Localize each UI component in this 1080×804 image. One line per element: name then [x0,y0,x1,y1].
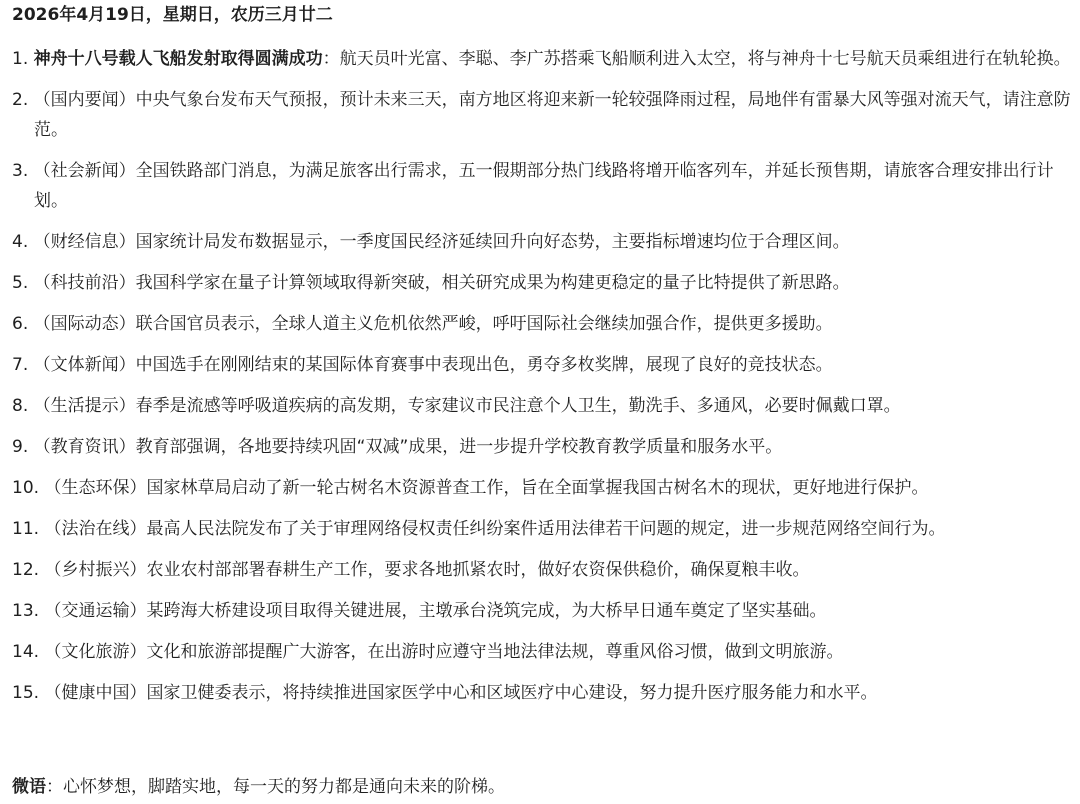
news-list [12,44,1076,708]
list-item [12,678,1076,708]
list-item [12,596,1076,626]
item-tag: （交通运输） [44,601,147,621]
motto-label: 微语 [12,777,46,797]
item-body: 某跨海大桥建设项目取得关键进展，主墩承台浇筑完成，为大桥早日通车奠定了坚实基础。 [146,601,827,621]
item-tag: （生态环保） [44,478,147,498]
motto-text: 心怀梦想，脚踏实地，每一天的努力都是通向未来的阶梯。 [63,777,505,797]
item-body: 国家统计局发布数据显示，一季度国民经济延续回升向好态势，主要指标增速均位于合理区间。 [135,232,850,252]
item-body: 春季是流感等呼吸道疾病的高发期，专家建议市民注意个人卫生，勤洗手、多通风，必要时佩戴口罩。 [135,396,901,416]
item-tag: （社会新闻） [33,161,136,181]
item-body: 国家林草局启动了新一轮古树名木资源普查工作，旨在全面掌握我国古树名木的现状，更好地进行保护。 [146,478,929,498]
date-line: 2026年4月19日，星期日，农历三月廿二 [12,5,333,25]
item-body: 教育部强调，各地要持续巩固“双减”成果，进一步提升学校教育教学质量和服务水平。 [135,437,783,457]
item-number: 4. [12,232,29,252]
item-number: 10. [12,478,40,498]
item-body: 文化和旅游部提醒广大游客，在出游时应遵守当地法律法规，尊重风俗习惯，做到文明旅游。 [146,642,844,662]
item-body: 联合国官员表示，全球人道主义危机依然严峻，呼吁国际社会继续加强合作，提供更多援助。 [135,314,833,334]
item-body: 国家卫健委表示，将持续推进国家医学中心和区域医疗中心建设，努力提升医疗服务能力和水平。 [146,683,878,703]
item-tag: （文体新闻） [33,355,136,375]
item-number: 6. [12,314,29,334]
item-tag: （法治在线） [44,519,147,539]
item-separator: ： [322,49,340,69]
item-number: 11. [12,519,40,539]
motto [12,772,505,802]
list-item [12,309,1076,339]
list-item [12,156,1076,216]
list-item [12,350,1076,380]
list-item [12,44,1076,74]
list-item [12,473,1076,503]
item-number: 9. [12,437,29,457]
item-tag: （科技前沿） [33,273,136,293]
item-number: 13. [12,601,40,621]
list-item [12,637,1076,667]
item-body: 全国铁路部门消息，为满足旅客出行需求，五一假期部分热门线路将增开临客列车，并延长预售期，请旅客合理安排出行计划。 [34,161,1054,211]
list-item [12,391,1076,421]
item-tag: （国内要闻） [33,90,136,110]
motto-separator: ： [46,777,63,797]
item-body: 我国科学家在量子计算领域取得新突破，相关研究成果为构建更稳定的量子比特提供了新思路。 [135,273,850,293]
item-body: 最高人民法院发布了关于审理网络侵权责任纠纷案件适用法律若干问题的规定，进一步规范网络空间行为。 [146,519,946,539]
item-body: 航天员叶光富、李聪、李广苏搭乘飞船顺利进入太空，将与神舟十七号航天员乘组进行在轨轮换。 [339,49,1071,69]
item-number: 14. [12,642,40,662]
item-headline: 神舟十八号载人飞船发射取得圆满成功 [33,49,323,69]
item-body: 中国选手在刚刚结束的某国际体育赛事中表现出色，勇夺多枚奖牌，展现了良好的竞技状态。 [135,355,833,375]
item-tag: （文化旅游） [44,642,147,662]
item-body: 农业农村部部署春耕生产工作，要求各地抓紧农时，做好农资保供稳价，确保夏粮丰收。 [146,560,810,580]
item-tag: （国际动态） [33,314,136,334]
item-tag: （乡村振兴） [44,560,147,580]
item-number: 8. [12,396,29,416]
news-digest [12,0,1076,797]
item-number: 1. [12,49,29,69]
item-body: 中央气象台发布天气预报，预计未来三天，南方地区将迎来新一轮较强降雨过程，局地伴有雷暴大风等强对流天气，请注意防范。 [34,90,1071,140]
list-item [12,555,1076,585]
list-item [12,85,1076,145]
item-number: 15. [12,683,40,703]
item-number: 2. [12,90,29,110]
list-item [12,514,1076,544]
list-item [12,227,1076,257]
item-number: 7. [12,355,29,375]
list-item [12,432,1076,462]
item-number: 5. [12,273,29,293]
item-number: 12. [12,560,40,580]
item-tag: （教育资讯） [33,437,136,457]
item-number: 3. [12,161,29,181]
item-tag: （健康中国） [44,683,147,703]
item-tag: （财经信息） [33,232,136,252]
list-item [12,268,1076,298]
item-tag: （生活提示） [33,396,136,416]
